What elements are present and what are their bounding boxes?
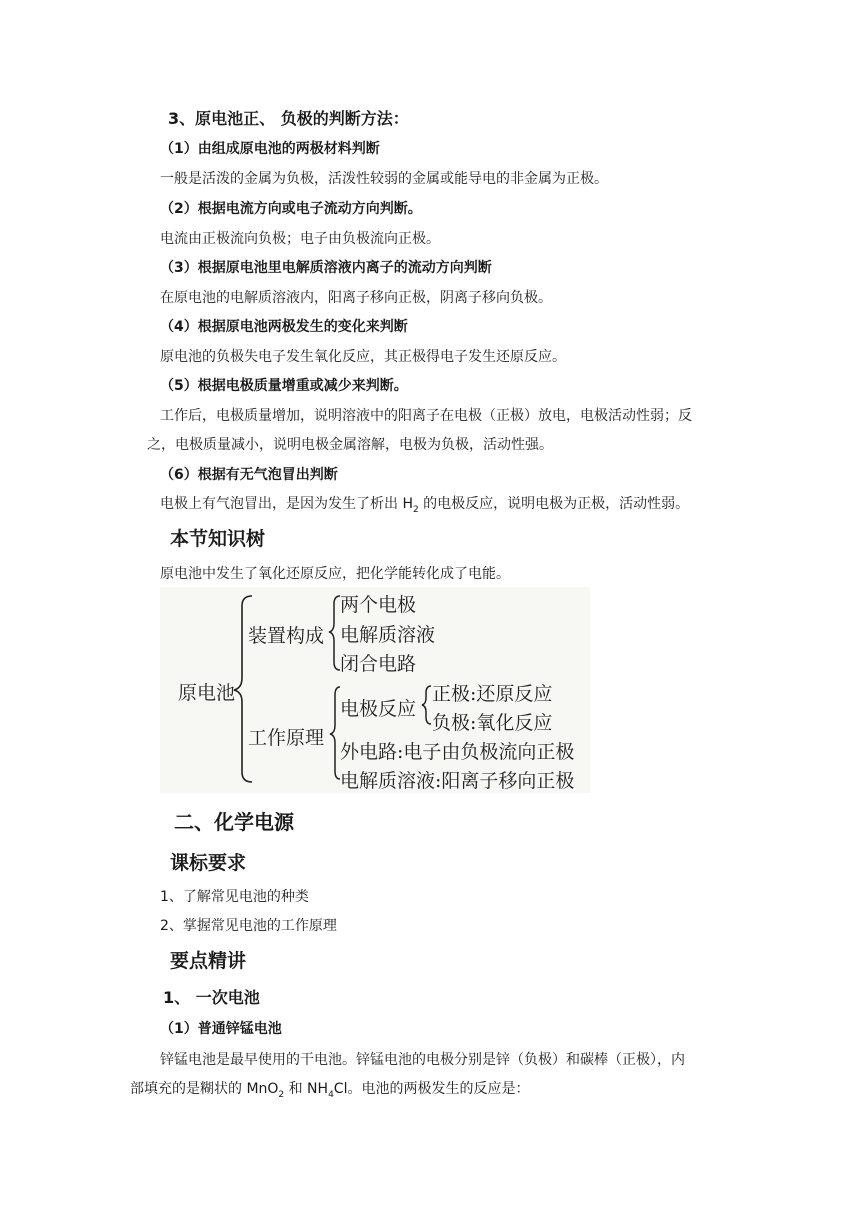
branch2-brace xyxy=(330,687,340,779)
point-1-subtitle: （1）普通锌锰电池 xyxy=(160,1021,282,1037)
tree-b1-item-3: 闭合电路 xyxy=(340,653,417,675)
tree-b2-item-2: 电解质溶液:阳离子移向正极 xyxy=(340,770,575,792)
key-points-title: 要点精讲 xyxy=(170,950,247,972)
method-1-text: 一般是活泼的金属为负极，活泼性较弱的金属或能导电的非金属为正极。 xyxy=(160,171,608,187)
method-3-text: 在原电池的电解质溶液内，阳离子移向正极，阴离子移向负极。 xyxy=(160,290,552,306)
knowledge-tree-intro: 原电池中发生了氧化还原反应，把化学能转化成了电能。 xyxy=(160,566,510,582)
method-2-text: 电流由正极流向负极；电子由负极流向正极。 xyxy=(160,231,440,247)
point-1-text-line1: 锌锰电池是最早使用的干电池。锌锰电池的电极分别是锌（负极）和碳棒（正极），内 xyxy=(160,1052,685,1068)
tree-branch1-label: 装置构成 xyxy=(248,625,325,647)
method-2-title: （2）根据电流方向或电子流动方向判断。 xyxy=(160,201,422,217)
part2-title: 二、化学电源 xyxy=(174,810,294,834)
method-6-text: 电极上有气泡冒出，是因为发生了析出 $H_2$ 的电极反应，说明电极为正极，活动性弱。 xyxy=(160,496,690,515)
method-4-title: （4）根据原电池两极发生的变化来判断 xyxy=(160,319,408,335)
method-6-title: （6）根据有无气泡冒出判断 xyxy=(160,467,338,483)
method-3-title: （3）根据原电池里电解质溶液内离子的流动方向判断 xyxy=(160,260,492,276)
tree-root-label: 原电池 xyxy=(178,682,236,704)
electrode-brace xyxy=(422,686,431,724)
requirement-item-2: 2、掌握常见电池的工作原理 xyxy=(160,918,337,934)
branch1-brace xyxy=(329,596,340,670)
method-1-title: （1）由组成原电池的两极材料判断 xyxy=(160,141,380,157)
section-title: 3、原电池正、 负极的判断方法： xyxy=(168,109,409,128)
requirements-title: 课标要求 xyxy=(170,852,247,874)
knowledge-tree-title: 本节知识树 xyxy=(170,528,266,550)
tree-b2-sub-label: 电极反应 xyxy=(340,698,417,720)
method-5-text-line1: 工作后，电极质量增加，说明溶液中的阳离子在电极（正极）放电，电极活动性弱；反 xyxy=(160,408,692,424)
requirement-item-1: 1、了解常见电池的种类 xyxy=(160,889,309,905)
tree-b1-item-2: 电解质溶液 xyxy=(340,624,436,646)
tree-b1-item-1: 两个电极 xyxy=(340,594,417,616)
point-1-title: 1、 一次电池 xyxy=(163,988,260,1007)
tree-branch2-label: 工作原理 xyxy=(248,727,325,749)
method-5-text-line2: 之，电极质量减小，说明电极金属溶解，电极为负极，活动性强。 xyxy=(147,437,553,453)
tree-b2-sub-item-2: 负极:氧化反应 xyxy=(432,712,553,734)
knowledge-tree-diagram xyxy=(160,587,590,793)
tree-b2-item-1: 外电路:电子由负极流向正极 xyxy=(340,741,575,763)
method-4-text: 原电池的负极失电子发生氧化反应，其正极得电子发生还原反应。 xyxy=(160,349,566,365)
point-1-text-line2: 部填充的是糊状的 MnO$_2$ 和 $NH_4Cl$。电池的两极发生的反应是： xyxy=(130,1081,530,1100)
method-5-title: （5）根据电极质量增重或减少来判断。 xyxy=(160,378,408,394)
tree-b2-sub-item-1: 正极:还原反应 xyxy=(432,683,553,705)
